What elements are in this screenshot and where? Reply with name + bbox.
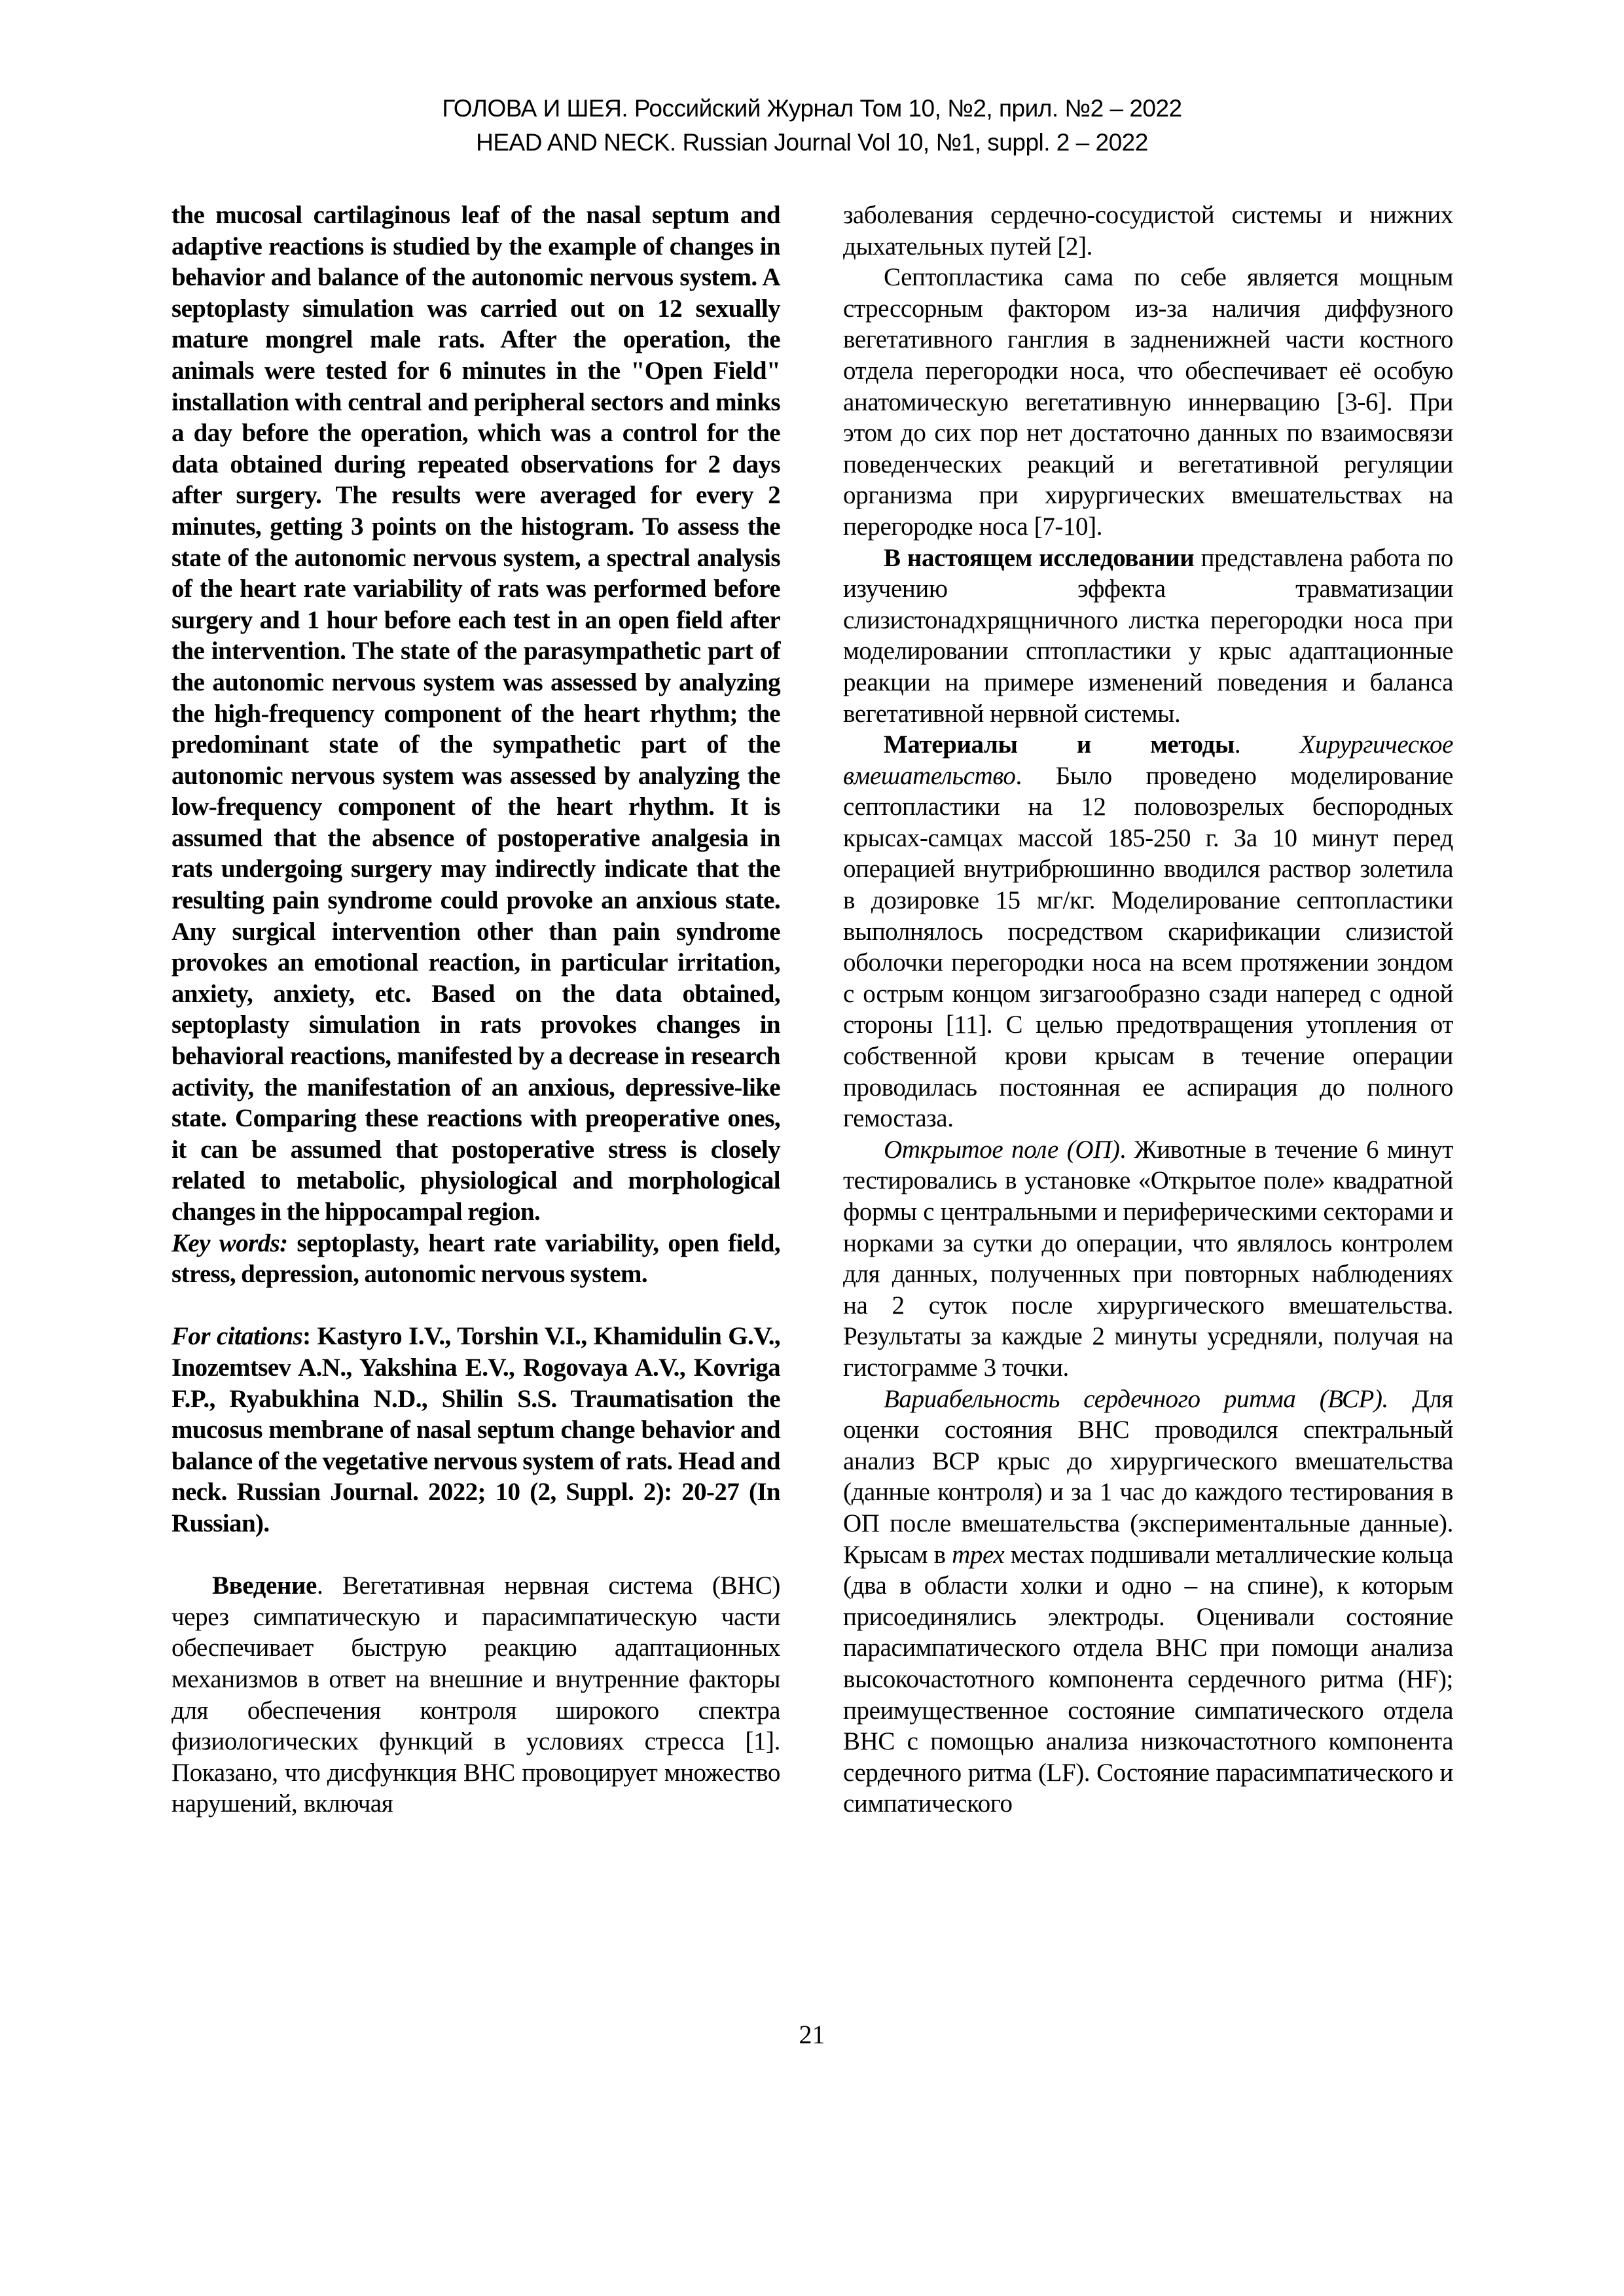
introduction-text: . Вегетативная нервная система (ВНС) через симпатическую и парасимпатическую части обеспечивает быструю реакцию адаптационных механизмов в ответ на внешние и внутренние факторы для обеспечения контроля широкого спектра физиологических функций в условиях стресса [1]. Показано, что дисфункция ВНС провоцирует множество нарушений, включая [171, 1571, 780, 1818]
study-aim-text: представлена работа по изучению эффекта травматизации слизистонадхрящничного листка перегородки носа при моделировании сптопластики у крыс адаптационные реакции на примере изменений поведения и баланса вегетативной нервной системы. [843, 543, 1453, 728]
journal-title-ru: ГОЛОВА И ШЕЯ. Российский Журнал Том 10, №2, прил. №2 – 2022 [442, 95, 1182, 122]
open-field-subheading: Открытое поле (ОП) [884, 1135, 1120, 1164]
paragraph-septoplasty: Септопластика сама по себе является мощным стрессорным фактором из-за наличия диффузного вегетативного ганглия в задненижней части костного отдела перегородки носа, что обеспечивает её особую анатомическую вегетативную иннервацию [3-6]. При этом до сих пор нет достаточно данных по взаимосвязи поведенческих реакций и вегетативной регуляции организма при хирургических вмешательствах на перегородке носа [7-10]. [843, 263, 1453, 541]
keywords-label: Key words: [171, 1229, 288, 1257]
paragraph-open-field [843, 1134, 1453, 1384]
citation [171, 1321, 780, 1539]
study-aim-heading: В настоящем исследовании [884, 543, 1195, 572]
paragraph-materials-methods [843, 729, 1453, 1134]
right-column [843, 200, 1453, 1820]
introduction-paragraph [171, 1570, 780, 1820]
surgery-text: . Было проведено моделирование септопластики на 12 половозрелых беспородных крысах-самцах массой 185-250 г. За 10 минут перед операцией внутрибрюшинно вводился раствор золетила в дозировке 15 мг/кг. Моделирование септопластики выполнялось посредством скарификации слизистой оболочки перегородки носа на всем протяжении зондом с острым концом зигзагообразно сзади наперед с одной стороны [11]. С целью предотвращения утопления от собственной крови крысам в течение операции проводилась постоянная ее аспирация до полного гемостаза. [843, 761, 1453, 1133]
paragraph-continuation: заболевания сердечно-сосудистой системы и нижних дыхательных путей [2]. [843, 201, 1453, 260]
citation-text: : Kastyro I.V., Torshin V.I., Khamidulin G.V., Inozemtsev A.N., Yakshina E.V., Rogovaya A.V., Kovriga F.P., Ryabukhina N.D., Shilin S.S. Traumatisation the mucosus membrane of nasal septum change behavior and balance of the vegetative nervous system of rats. Head and neck. Russian Journal. 2022; 10 (2, Suppl. 2): 20-27 (In Russian). [171, 1322, 780, 1537]
hrv-text-b: местах подшивали металлические кольца (два в области холки и одно – на спине), к которым присоединялись электроды. Оценивали состояние парасимпатического отдела ВНС при помощи анализа высокочастотного компонента сердечного ритма (HF); преимущественное состояние симпатического отдела ВНС с помощью анализа низкочастотного компонента сердечного ритма (LF). Состояние парасимпатического и симпатического [843, 1540, 1454, 1818]
materials-methods-heading: Материалы и методы [884, 730, 1235, 759]
introduction-heading: Введение [212, 1571, 317, 1600]
keywords-text: septoplasty, heart rate variability, open field, stress, depression, autonomic nervous system. [171, 1229, 780, 1289]
left-column [171, 200, 780, 1820]
hrv-text-a: Для оценки состояния ВНС проводился спектральный анализ ВСР крыс до хирургического вмешательства (данные контроля) и за 1 час до каждого тестирования в ОП после вмешательства (экспериментальные данные). Крысам в [843, 1384, 1453, 1569]
abstract-continuation: the mucosal cartilaginous leaf of the nasal septum and adaptive reactions is studied by the example of changes in behavior and balance of the autonomic nervous system. A septoplasty simulation was carried out on 12 sexually mature mongrel male rats. After the operation, the animals were tested for 6 minutes in the "Open Field" installation with central and peripheral sectors and minks a day before the operation, which was a control for the data obtained during repeated observations for 2 days after surgery. The results were averaged for every 2 minutes, getting 3 points on the histogram. To assess the state of the autonomic nervous system, a spectral analysis of the heart rate variability of rats was performed before surgery and 1 hour before each test in an open field after the intervention. The state of the parasympathetic part of the autonomic nervous system was assessed by analyzing the high-frequency component of the heart rhythm; the predominant state of the sympathetic part of the autonomic nervous system was assessed by analyzing the low-frequency component of the heart rhythm. It is assumed that the absence of postoperative analgesia in rats undergoing surgery may indirectly indicate that the resulting pain syndrome could provoke an anxious state. Any surgical intervention other than pain syndrome provokes an emotional reaction, in particular irritation, anxiety, anxiety, etc. Based on the data obtained, septoplasty simulation in rats provokes changes in behavioral reactions, manifested by a decrease in research activity, the manifestation of an anxious, depressive-like state. Comparing these reactions with preoperative ones, it can be assumed that postoperative stress is closely related to metabolic, physiological and morphological changes in the hippocampal region. [171, 201, 780, 1226]
spacer [171, 1290, 780, 1321]
punctuation: . [1234, 730, 1300, 759]
paragraph-hrv [843, 1384, 1453, 1820]
paragraph-study-aim [843, 543, 1453, 730]
hrv-subheading: Вариабельность сердечного ритма (ВСР). [884, 1384, 1388, 1413]
hrv-emphasis: трех [952, 1540, 1005, 1569]
open-field-text: . Животные в течение 6 минут тестировались в установке «Открытое поле» квадратной формы с центральными и периферическими секторами и норками за сутки до операции, что являлось контролем для данных, полученных при повторных наблюдениях на 2 суток после хирургического вмешательства. Результаты за каждые 2 минуты усредняли, получая на гистограмме 3 точки. [843, 1135, 1453, 1382]
running-header [0, 92, 1624, 160]
spacer [171, 1539, 780, 1571]
surgery-subheading: Хирургическое вмешательство [843, 730, 1453, 790]
page-number: 21 [799, 2020, 825, 2049]
journal-title-en: HEAD AND NECK. Russian Journal Vol 10, №1, suppl. 2 – 2022 [476, 129, 1148, 156]
citation-label: For citations [171, 1322, 303, 1351]
keywords [171, 1228, 780, 1290]
